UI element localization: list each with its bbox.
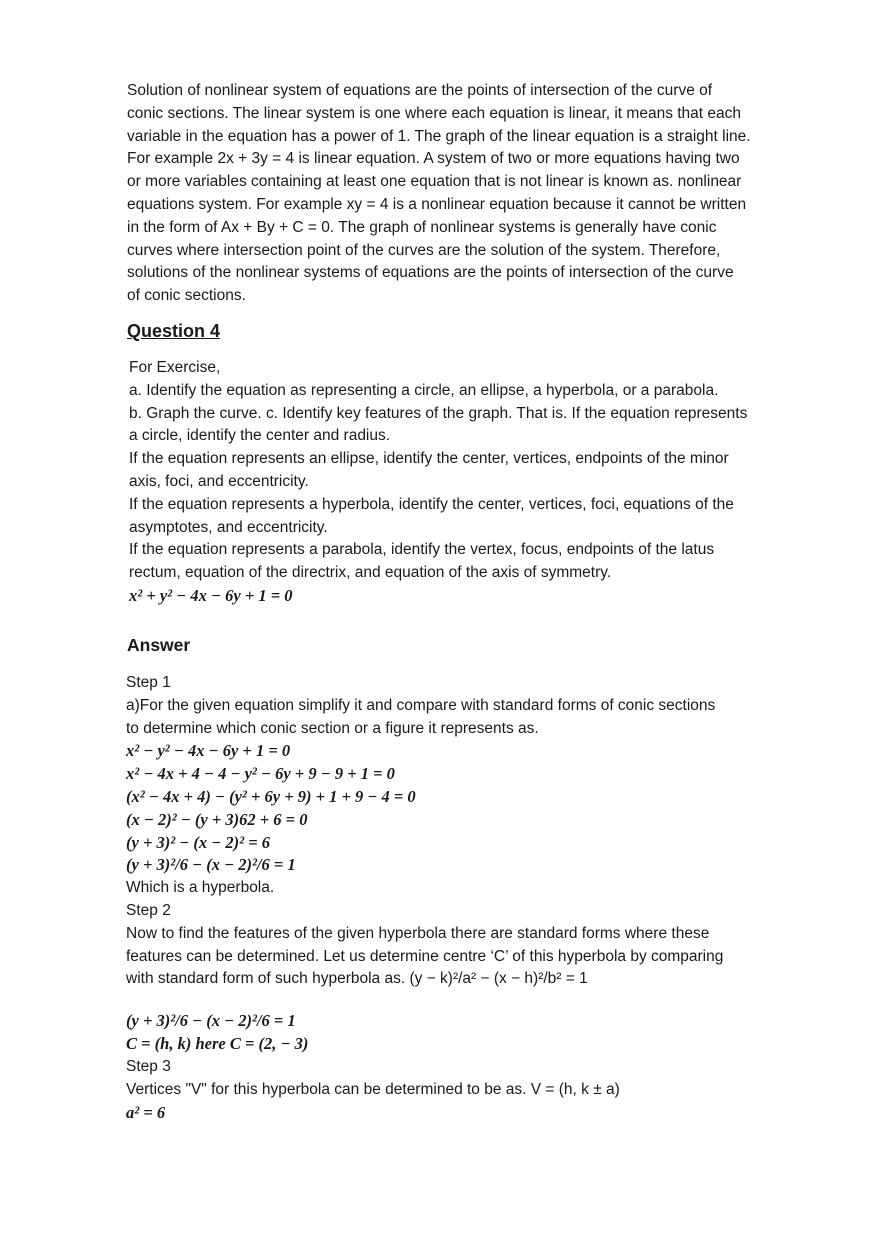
- equation-line: (x − 2)² − (y + 3)62 + 6 = 0: [126, 809, 308, 829]
- answer-heading: Answer: [127, 635, 191, 655]
- intro-line: For example 2x + 3y = 4 is linear equation. A system of two or more equations having two: [127, 150, 740, 168]
- intro-line: Solution of nonlinear system of equations are the points of intersection of the curve of: [127, 82, 713, 99]
- intro-line: variable in the equation has a power of 1. The graph of the linear equation is a straight line.: [127, 127, 751, 145]
- question-line: asymptotes, and eccentricity.: [129, 518, 328, 536]
- step-label: Step 3: [126, 1057, 171, 1075]
- fraction-equation: (y + 3)²/6 − (x − 2)²/6 = 1: [126, 855, 296, 875]
- question-equation: x² + y² − 4x − 6y + 1 = 0: [129, 585, 293, 605]
- answer-line: a)For the given equation simplify it and compare with standard forms of conic sections: [126, 696, 716, 714]
- intro-line: solutions of the nonlinear systems of equations are the points of intersection of the curve: [127, 264, 734, 282]
- question-line: rectum, equation of the directrix, and equation of the axis of symmetry.: [129, 564, 612, 582]
- equation-line: a² = 6: [126, 1102, 166, 1122]
- equation-line: x² − y² − 4x − 6y + 1 = 0: [126, 741, 291, 761]
- step-label: Step 1: [126, 674, 171, 691]
- spacer: [126, 994, 826, 1010]
- answer-body: [126, 672, 826, 1124]
- answer-line: with standard form of such hyperbola as. (y − k)²/a² − (x − h)²/b² = 1: [126, 970, 588, 988]
- question-heading: Question 4: [127, 321, 221, 341]
- question-line: a circle, identify the center and radius.: [129, 427, 391, 445]
- question-line: a. Identify the equation as representing a circle, an ellipse, a hyperbola, or a parabola.: [129, 381, 719, 399]
- answer-line: to determine which conic section or a figure it represents as.: [126, 719, 539, 737]
- answer-line: Vertices "V" for this hyperbola can be determined to be as. V = (h, k ± a): [126, 1080, 620, 1098]
- center-equation: C = (h, k) here C = (2, − 3): [126, 1034, 309, 1054]
- intro-paragraph: [127, 80, 817, 308]
- question-line: axis, foci, and eccentricity.: [129, 472, 309, 490]
- step-label: Step 2: [126, 901, 171, 919]
- equation-line: (x² − 4x + 4) − (y² + 6y + 9) + 1 + 9 − 4 = 0: [126, 786, 416, 806]
- question-line: b. Graph the curve. c. Identify key features of the graph. That is. If the equation represents: [129, 404, 748, 422]
- fraction-equation: (y + 3)²/6 − (x − 2)²/6 = 1: [126, 1011, 296, 1031]
- intro-line: of conic sections.: [127, 287, 246, 305]
- intro-line: in the form of Ax + By + C = 0. The graph of nonlinear systems is generally have conic: [127, 218, 717, 236]
- intro-line: or more variables containing at least one equation that is not linear is known as. nonlinear: [127, 173, 742, 191]
- intro-line: equations system. For example xy = 4 is a nonlinear equation because it cannot be written: [127, 195, 747, 213]
- equation-line: (y + 3)² − (x − 2)² = 6: [126, 832, 270, 852]
- question-line: If the equation represents a parabola, identify the vertex, focus, endpoints of the latus: [129, 541, 715, 559]
- answer-line: features can be determined. Let us determine centre ‘C’ of this hyperbola by comparing: [126, 947, 724, 965]
- answer-line: Now to find the features of the given hyperbola there are standard forms where these: [126, 924, 710, 942]
- intro-line: conic sections. The linear system is one where each equation is linear, it means that each: [127, 104, 742, 122]
- intro-line: curves where intersection point of the curves are the solution of the system. Therefore,: [127, 241, 721, 259]
- answer-line: Which is a hyperbola.: [126, 879, 275, 897]
- equation-line: x² − 4x + 4 − 4 − y² − 6y + 9 − 9 + 1 = 0: [126, 764, 395, 784]
- question-line: For Exercise,: [129, 359, 221, 376]
- question-line: If the equation represents an ellipse, identify the center, vertices, endpoints of the minor: [129, 450, 729, 468]
- question-line: If the equation represents a hyperbola, identify the center, vertices, foci, equations of the: [129, 495, 734, 513]
- question-body: [129, 357, 829, 608]
